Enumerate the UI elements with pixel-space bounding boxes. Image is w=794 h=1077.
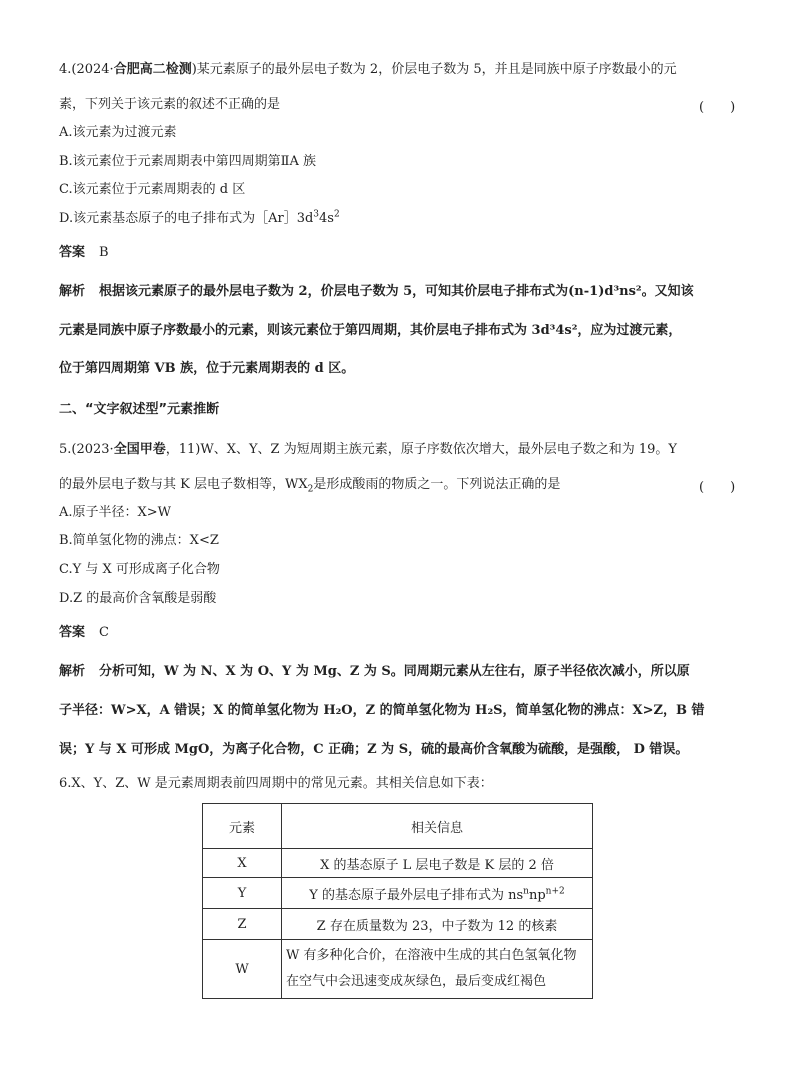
q4-answer-value: B <box>99 245 109 260</box>
q5-answer-label: 答案 <box>59 625 86 640</box>
section-title: 二、“文字叙述型”元素推断 <box>59 402 220 417</box>
q5-analysis-line2: 子半径：W>X，A 错误；X 的简单氢化物为 H₂O，Z 的简单氢化物为 H₂S，简单氢化物的沸点：X>Z，B 错 <box>59 703 705 718</box>
table-row <box>203 849 593 878</box>
table-header-info: 相关信息 <box>282 804 593 849</box>
table-cell-info: X 的基态原子 L 层电子数是 K 层的 2 倍 <box>282 849 593 878</box>
q4-answer-label: 答案 <box>59 245 86 260</box>
q4-source: 合肥高二检测 <box>113 62 192 77</box>
table-cell-element: Y <box>203 878 282 909</box>
q4-option-a: A.该元素为过渡元素 <box>59 125 177 140</box>
q5-option-a: A.原子半径：X>W <box>59 505 172 520</box>
q5-answer-value: C <box>99 625 109 640</box>
table-header-element: 元素 <box>203 804 282 849</box>
table-header-row <box>203 804 593 849</box>
q5-option-d: D.Z 的最高价含氧酸是弱酸 <box>59 591 217 606</box>
q4-stem-text: )某元素原子的最外层电子数为 2，价层电子数为 5，并且是同族中原子序数最小的元 <box>191 62 677 77</box>
table-cell-info <box>282 878 593 909</box>
q4-option-d: D.该元素基态原子的电子排布式为$[Ar]3d^34s^2$ <box>59 209 340 226</box>
q5-answer <box>59 624 109 642</box>
q4-answer-bracket: ( ) <box>699 100 736 115</box>
table-cell-element: X <box>203 849 282 878</box>
q4-stem-line2: 素，下列关于该元素的叙述不正确的是 <box>59 97 281 112</box>
q4-analysis-text1: 根据该元素原子的最外层电子数为 2，价层电子数为 5，可知其价层电子排布式为(n-1)d³ns²。又知该 <box>99 284 694 299</box>
q5-prefix: 5.(2023· <box>59 442 114 457</box>
table-cell-element: Z <box>203 909 282 940</box>
info-sup: n+2 <box>545 886 565 897</box>
q5-source: 全国甲卷 <box>113 442 166 457</box>
info-text: Y 的基态原子最外层电子排布式为 ns <box>309 887 524 903</box>
q5-analysis-label: 解析 <box>59 664 86 679</box>
info-sup: n <box>523 886 529 897</box>
q4-option-c: C.该元素位于元素周期表的 d 区 <box>59 182 246 197</box>
q5-stem-text2a: 的最外层电子数与其 K 层电子数相等，WX <box>59 477 308 492</box>
q4-answer <box>59 244 109 262</box>
q4-analysis-label: 解析 <box>59 284 86 299</box>
q5-option-c: C.Y 与 X 可形成离子化合物 <box>59 562 220 577</box>
info-text: np <box>528 887 546 903</box>
q6-stem: 6.X、Y、Z、W 是元素周期表前四周期中的常见元素。其相关信息如下表： <box>59 776 493 791</box>
table-row <box>203 878 593 909</box>
q4-analysis-line3: 位于第四周期第 ⅤB 族，位于元素周期表的 d 区。 <box>59 361 355 376</box>
q5-analysis-text1: 分析可知，W 为 N、X 为 O、Y 为 Mg、Z 为 S。同周期元素从左往右，原子半径依次减小，所以原 <box>99 664 690 679</box>
q5-stem-text2b: 是形成酸雨的物质之一。下列说法正确的是 <box>313 477 561 492</box>
q4-option-d-mid: 4s <box>319 211 334 226</box>
table-cell-info: Z 存在质量数为 23，中子数为 12 的核素 <box>282 909 593 940</box>
q5-stem-line2: 的最外层电子数与其 K 层电子数相等，$WX_2$是形成酸雨的物质之一。下列说法正确的是 <box>59 477 561 495</box>
q4-option-b: B.该元素位于元素周期表中第四周期第ⅡA 族 <box>59 154 317 169</box>
element-info-table <box>202 803 593 999</box>
table-cell-info: W 有多种化合价，在溶液中生成的其白色氢氧化物在空气中会迅速变成灰绿色，最后变成红褐色 <box>282 940 593 999</box>
q5-analysis-line1 <box>59 663 690 681</box>
q4-option-d-text: D.该元素基态原子的电子排布式为［Ar］3d <box>59 211 314 226</box>
q5-answer-bracket: ( ) <box>699 480 736 495</box>
q4-stem-line1 <box>59 61 677 79</box>
q4-prefix: 4.(2024· <box>59 62 114 77</box>
table-row <box>203 940 593 999</box>
table-cell-element: W <box>203 940 282 999</box>
table-row <box>203 909 593 940</box>
q5-stem-text: ，11)W、X、Y、Z 为短周期主族元素，原子序数依次增大，最外层电子数之和为 19。Y <box>165 442 677 457</box>
q5-stem-line1 <box>59 441 677 459</box>
q5-analysis-line3: 误；Y 与 X 可形成 MgO，为离子化合物，C 正确；Z 为 S，硫的最高价含氧酸为硫酸，是强酸， D 错误。 <box>59 742 689 757</box>
q4-analysis-line2: 元素是同族中原子序数最小的元素，则该元素位于第四周期，其价层电子排布式为 3d³4s²，应为过渡元素， <box>59 323 682 338</box>
q5-option-b: B.简单氢化物的沸点：X<Z <box>59 533 219 548</box>
q4-analysis-line1 <box>59 283 694 301</box>
